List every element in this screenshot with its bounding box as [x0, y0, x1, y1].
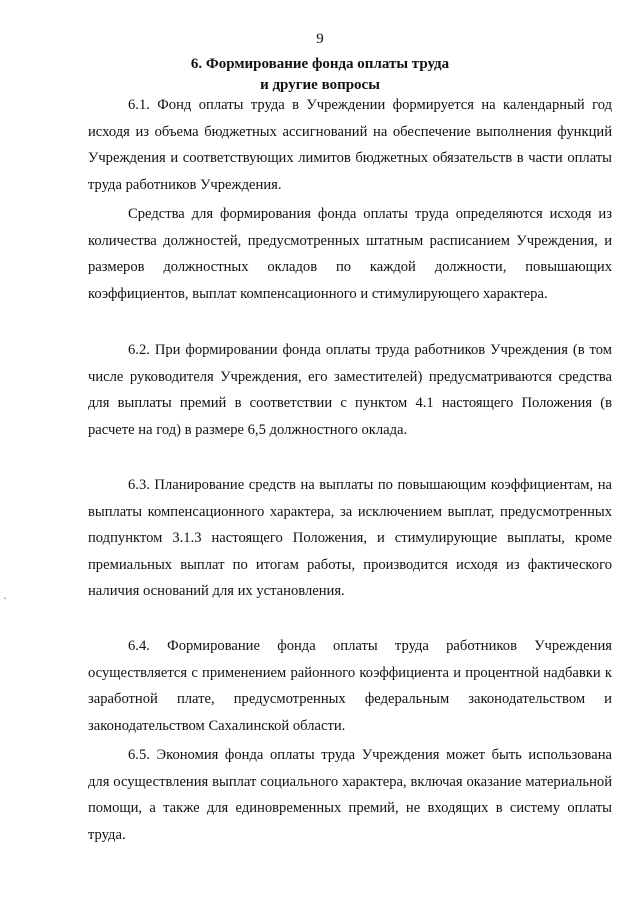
- section-title-line-1: 6. Формирование фонда оплаты труда: [190, 56, 450, 72]
- section-heading: [0, 54, 640, 96]
- paragraph-6-5: 6.5. Экономия фонда оплаты труда Учреждения может быть использована для осуществления выплат социального характера, включая оказание материальной помощи, а также для единовременных премий, не входящих в систему оплаты труда.: [88, 747, 612, 843]
- paragraph-6-1: 6.1. Фонд оплаты труда в Учреждении формируется на календарный год исходя из объема бюджетных ассигнований на обеспечение выполнения функций Учреждения и соответствующих лимитов бюджетных обязательств в части оплаты труда работников Учреждения.: [88, 97, 612, 193]
- section-title-line-2: и другие вопросы: [260, 77, 380, 93]
- margin-mark: ·: [3, 591, 7, 605]
- paragraph-6-4: 6.4. Формирование фонда оплаты труда работников Учреждения осуществляется с применением районного коэффициента и процентной надбавки к заработной плате, предусмотренных федеральным законодательством и законодательством Сахалинской области.: [88, 638, 612, 734]
- paragraph-6-2: 6.2. При формировании фонда оплаты труда работников Учреждения (в том числе руководителя Учреждения, его заместителей) предусматриваются средства для выплаты премий в соответствии с пунктом 4.1 настоящего Положения (в расчете на год) в размере 6,5 должностного оклада.: [88, 342, 612, 438]
- paragraph-6-3: 6.3. Планирование средств на выплаты по повышающим коэффициентам, на выплаты компенсационного характера, за исключением выплат, предусмотренных подпунктом 3.1.3 настоящего Положения, и стимулирующие выплаты, кроме премиальных выплат по итогам работы, производится исходя из фактического наличия оснований для их установления.: [88, 477, 612, 599]
- page-number: 9: [316, 31, 324, 47]
- paragraph-6-1-continued: Средства для формирования фонда оплаты труда определяются исходя из количества должностей, предусмотренных штатным расписанием Учреждения, и размеров должностных окладов по каждой должности, повышающих коэффициентов, выплат компенсационного и стимулирующего характера.: [88, 206, 612, 302]
